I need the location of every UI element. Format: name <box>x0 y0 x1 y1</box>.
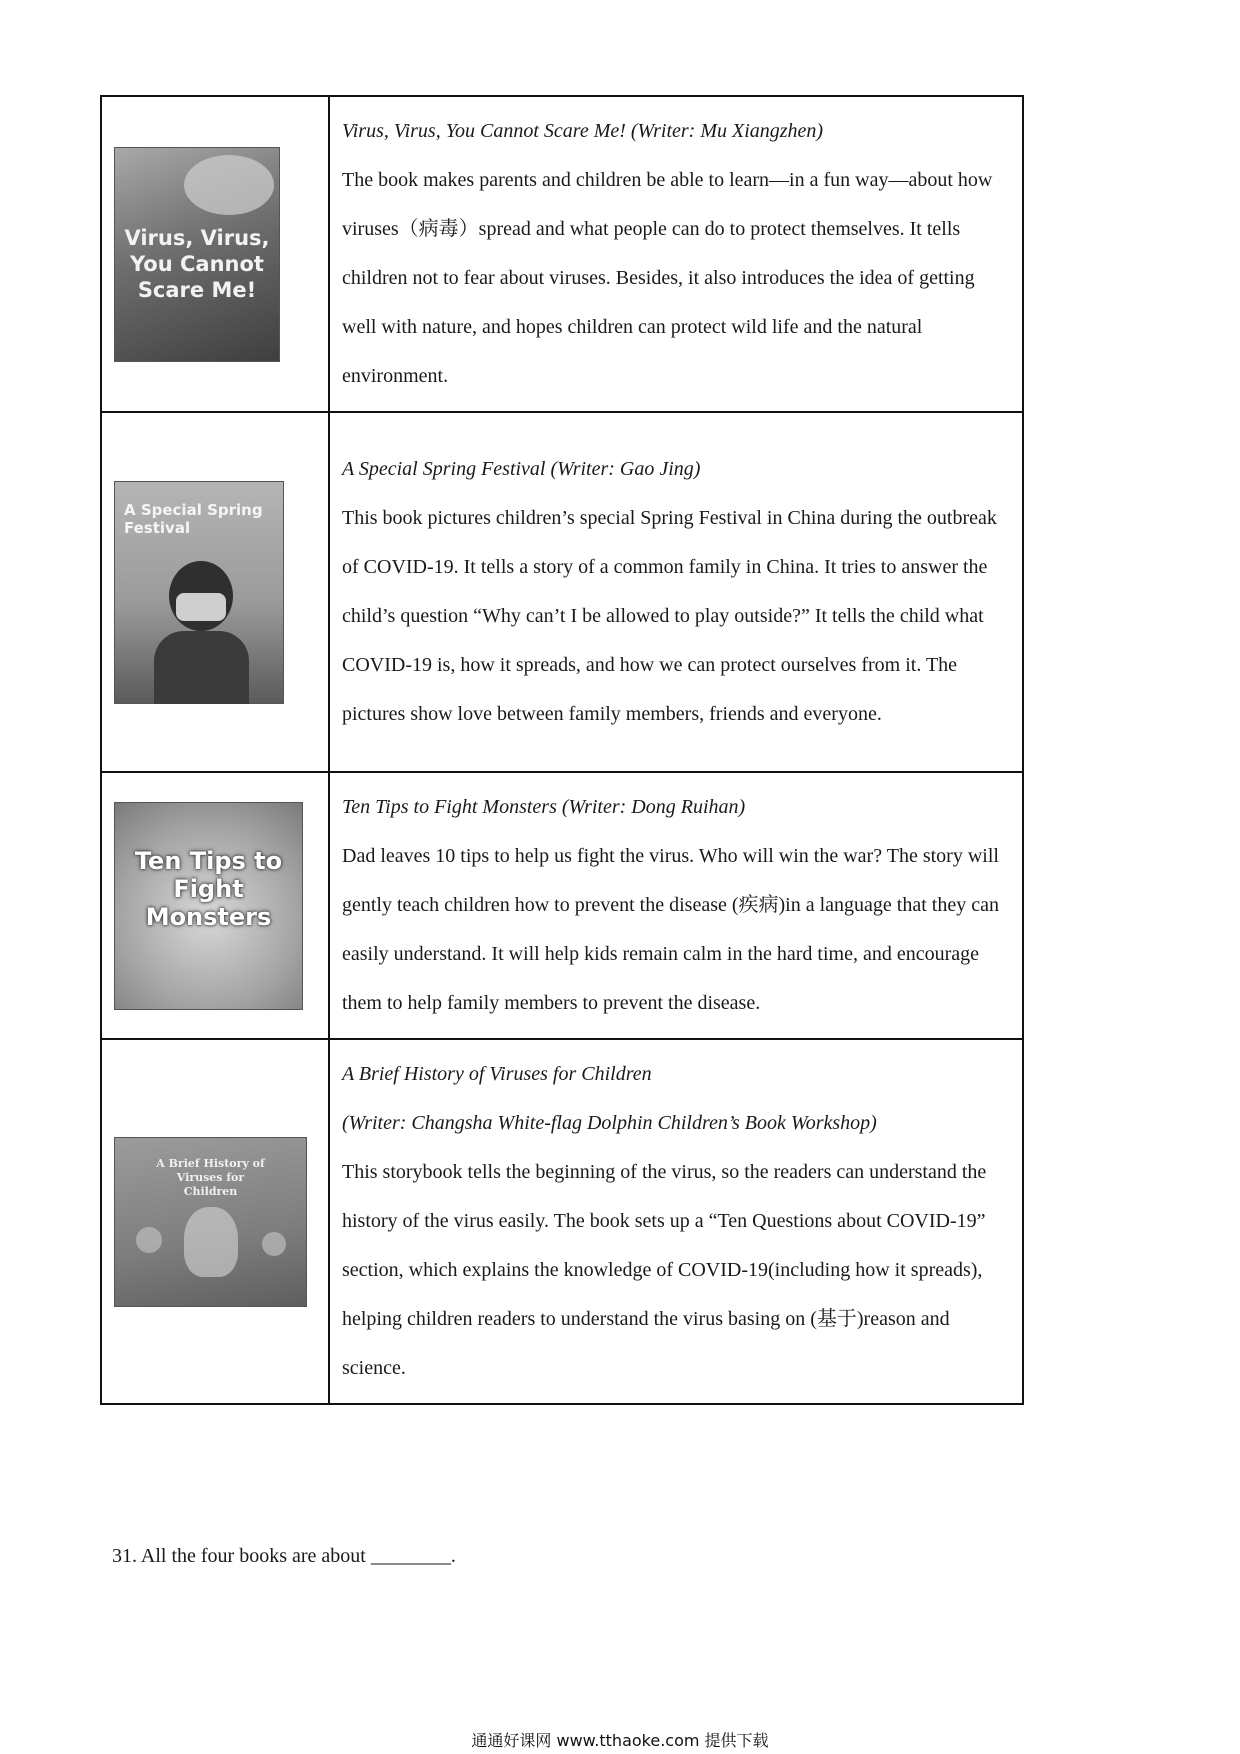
cover-cell <box>101 412 329 772</box>
cover-text: Ten Tips to Fight Monsters <box>134 846 283 931</box>
cover-cell <box>101 1039 329 1404</box>
book-title: A Special Spring Festival (Writer: Gao Jing) <box>342 458 701 480</box>
book-row <box>101 772 1023 1039</box>
book-description: This storybook tells the beginning of the virus, so the readers can understand the history of the virus easily. The book sets up a “Ten Questions about COVID-19” section, which explains the knowledge of COVID-19(including how it spreads), helping children readers to understand the virus basing on (基于)reason and science. <box>342 1161 987 1379</box>
book-row <box>101 96 1023 412</box>
cover-cell <box>101 772 329 1039</box>
book-info <box>329 772 1023 1039</box>
question-31: 31. All the four books are about ________. <box>112 1545 456 1567</box>
book-row <box>101 412 1023 772</box>
book-title: Virus, Virus, You Cannot Scare Me! (Writer: Mu Xiangzhen) <box>342 120 824 142</box>
book-info <box>329 412 1023 772</box>
cover-text: A Brief History of Viruses for Children <box>156 1156 265 1198</box>
book-info <box>329 1039 1023 1404</box>
book-cover-image <box>114 802 303 1010</box>
book-title: A Brief History of Viruses for Children <box>342 1063 652 1085</box>
book-description: The book makes parents and children be able to learn—in a fun way—about how viruses（病毒）spread and what people can do to protect themselves. It tells children not to fear about viruses. Besides, it also introduces the idea of getting well with nature, and hopes children can protect wild life and the natural environment. <box>342 169 993 387</box>
book-row <box>101 1039 1023 1404</box>
page-footer: 通通好课网 www.tthaoke.com 提供下载 <box>471 1731 769 1750</box>
book-cover-image <box>114 147 280 362</box>
book-cover-image <box>114 1137 307 1307</box>
book-writer: (Writer: Changsha White-flag Dolphin Children’s Book Workshop) <box>342 1112 877 1134</box>
book-title: Ten Tips to Fight Monsters (Writer: Dong Ruihan) <box>342 796 746 818</box>
cover-text: A Special Spring Festival <box>124 500 263 537</box>
book-cover-image <box>114 481 284 704</box>
book-info <box>329 96 1023 412</box>
book-description: Dad leaves 10 tips to help us fight the virus. Who will win the war? The story will gently teach children how to prevent the disease (疾病)in a language that they can easily understand. It will help kids remain calm in the hard time, and encourage them to help family members to prevent the disease. <box>342 845 999 1014</box>
cover-cell <box>101 96 329 412</box>
book-description: This book pictures children’s special Spring Festival in China during the outbreak of COVID-19. It tells a story of a common family in China. It tries to answer the child’s question “Why can’t I be allowed to play outside?” It tells the child what COVID-19 is, how it spreads, and how we can protect ourselves from it. The pictures show love between family members, friends and everyone. <box>342 507 997 725</box>
cover-text: Virus, Virus, You Cannot Scare Me! <box>124 225 270 302</box>
book-table <box>100 95 1024 1405</box>
